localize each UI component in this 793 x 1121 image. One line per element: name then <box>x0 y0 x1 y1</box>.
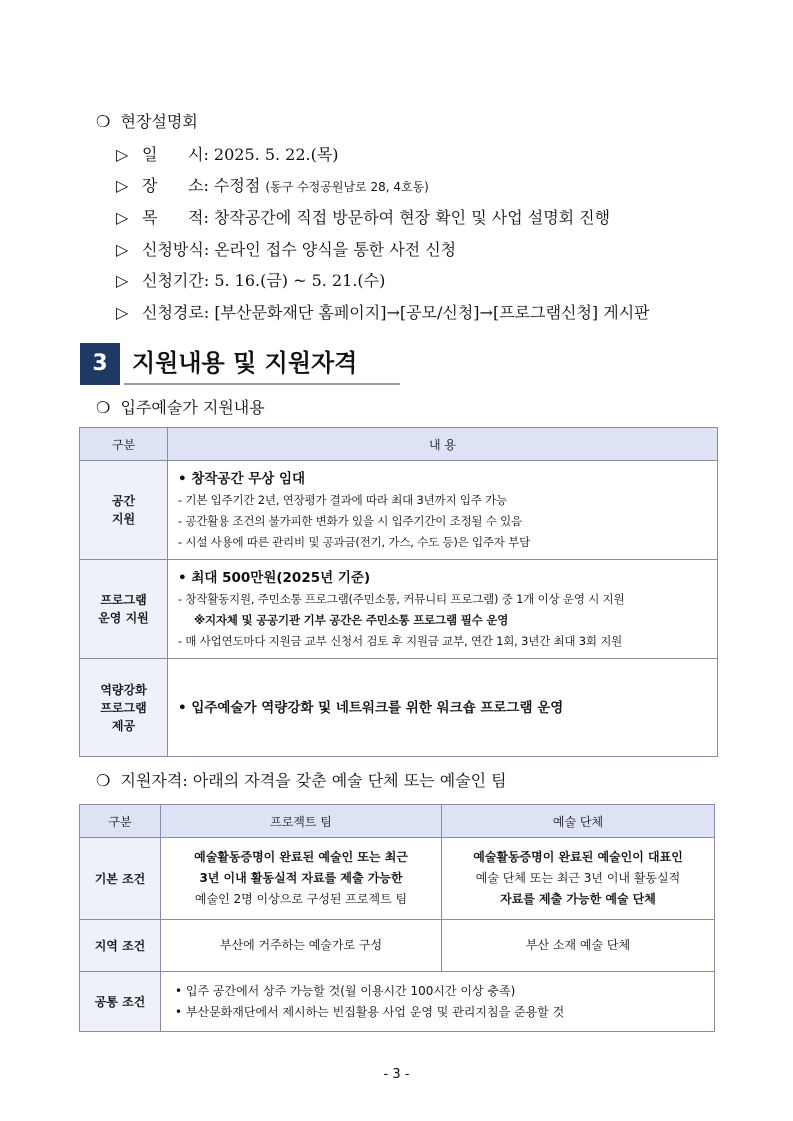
table-row <box>80 461 718 560</box>
row-category: 역량강화 프로그램 제공 <box>80 659 168 757</box>
header-group: 예술 단체 <box>442 805 715 838</box>
header-category: 구분 <box>80 428 168 461</box>
header-project: 프로젝트 팀 <box>161 805 442 838</box>
briefing-date: ▷ 일 시: 2025. 5. 22.(목) <box>116 145 339 164</box>
row-content: • 입주예술가 역량강화 및 네트워크를 위한 워크숍 프로그램 운영 <box>168 659 718 757</box>
row-category: 기본 조건 <box>80 838 161 920</box>
row-category: 공통 조건 <box>80 972 161 1032</box>
table-header-row <box>80 805 715 838</box>
table-row <box>80 920 715 972</box>
page-number: - 3 - <box>383 1067 410 1082</box>
table-row <box>80 659 718 757</box>
circle-bullet-icon: ❍ <box>96 112 111 131</box>
table-row <box>80 560 718 659</box>
briefing-route: ▷ 신청경로: [부산문화재단 홈페이지]→[공모/신청]→[프로그램신청] 게시판 <box>116 303 650 322</box>
briefing-place: ▷ 장 소: 수정점 (동구 수정공원남로 28, 4호동) <box>116 176 429 195</box>
support-heading: ❍ 입주예술가 지원내용 <box>96 398 265 417</box>
briefing-purpose: ▷ 목 적: 창작공간에 직접 방문하여 현장 확인 및 사업 설명회 진행 <box>116 208 611 227</box>
eligibility-table <box>79 804 715 1032</box>
circle-bullet-icon: ❍ <box>96 771 111 790</box>
briefing-heading: ❍ 현장설명회 <box>96 112 198 131</box>
triangle-bullet-icon: ▷ <box>116 303 129 322</box>
triangle-bullet-icon: ▷ <box>116 208 129 227</box>
common-conditions: • 입주 공간에서 상주 가능할 것(월 이용시간 100시간 이상 충족) • 부산문화재단에서 제시하는 빈집활용 사업 운영 및 관리지침을 준용할 것 <box>161 972 715 1032</box>
project-region: 부산에 거주하는 예술가로 구성 <box>161 920 442 972</box>
section-number: 3 <box>80 343 120 385</box>
row-category: 지역 조건 <box>80 920 161 972</box>
table-row <box>80 838 715 920</box>
support-table <box>79 427 718 757</box>
briefing-period: ▷ 신청기간: 5. 16.(금) ~ 5. 21.(수) <box>116 271 386 290</box>
eligibility-heading: ❍ 지원자격: 아래의 자격을 갖춘 예술 단체 또는 예술인 팀 <box>96 771 507 790</box>
table-header-row <box>80 428 718 461</box>
row-category: 공간 지원 <box>80 461 168 560</box>
header-category: 구분 <box>80 805 161 838</box>
triangle-bullet-icon: ▷ <box>116 271 129 290</box>
row-content: • 창작공간 무상 임대 - 기본 입주기간 2년, 연장평가 결과에 따라 최대 3년까지 입주 가능 - 공간활용 조건의 불가피한 변화가 있을 시 입주기간이 조정될 수 있음 - 시설 사용에 따른 관리비 및 공과금(전기, 가스, 수도 등)은 입주자 부담 <box>168 461 718 560</box>
header-content: 내 용 <box>168 428 718 461</box>
table-row <box>80 972 715 1032</box>
briefing-method: ▷ 신청방식: 온라인 접수 양식을 통한 사전 신청 <box>116 240 457 259</box>
row-category: 프로그램 운영 지원 <box>80 560 168 659</box>
triangle-bullet-icon: ▷ <box>116 145 129 164</box>
triangle-bullet-icon: ▷ <box>116 240 129 259</box>
group-basic: 예술활동증명이 완료된 예술인이 대표인 예술 단체 또는 최근 3년 이내 활동실적 자료를 제출 가능한 예술 단체 <box>442 838 715 920</box>
project-basic: 예술활동증명이 완료된 예술인 또는 최근 3년 이내 활동실적 자료를 제출 가능한 예술인 2명 이상으로 구성된 프로젝트 팀 <box>161 838 442 920</box>
section-title: 지원내용 및 지원자격 <box>132 349 358 377</box>
section-underline <box>124 383 400 385</box>
group-region: 부산 소재 예술 단체 <box>442 920 715 972</box>
row-content: • 최대 500만원(2025년 기준) - 창작활동지원, 주민소통 프로그램(주민소통, 커뮤니티 프로그램) 중 1개 이상 운영 시 지원 ※지자체 및 공공기관 기부 공간은 주민소통 프로그램 필수 운영 - 매 사업연도마다 지원금 교부 신청서 검토 후 지원금 교부, 연간 1회, 3년간 최대 3회 지원 <box>168 560 718 659</box>
triangle-bullet-icon: ▷ <box>116 176 129 195</box>
circle-bullet-icon: ❍ <box>96 398 111 417</box>
